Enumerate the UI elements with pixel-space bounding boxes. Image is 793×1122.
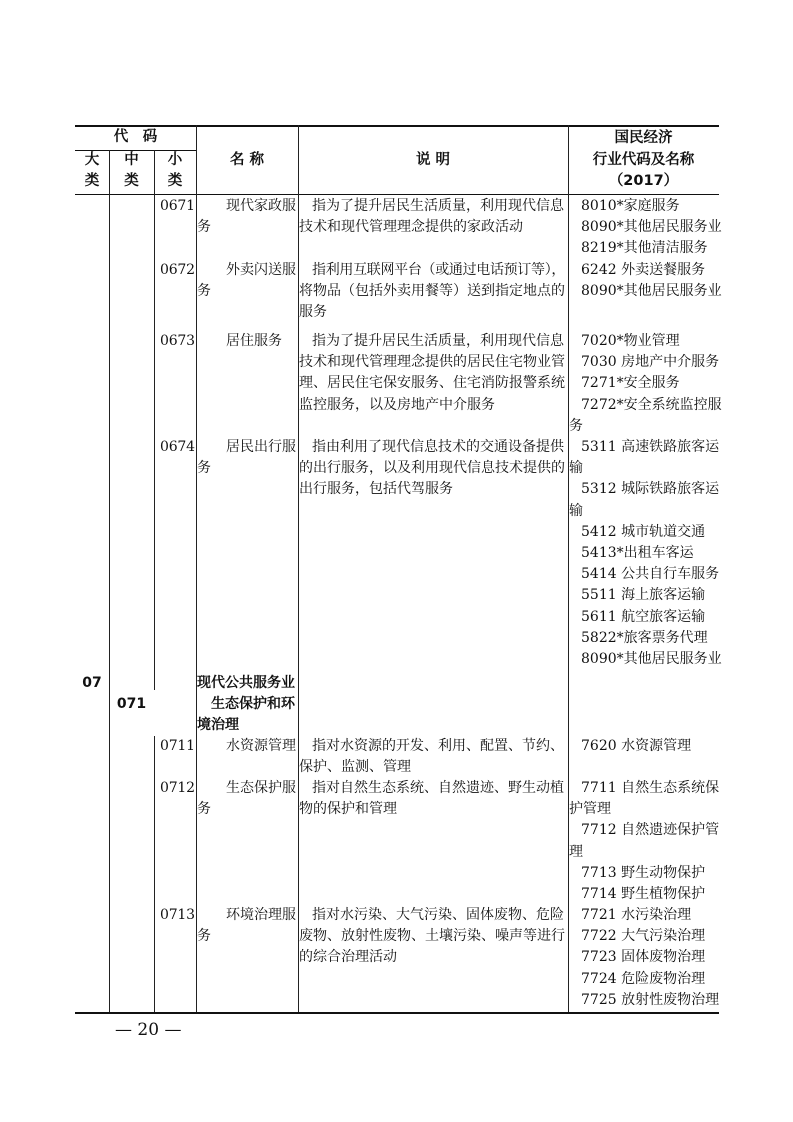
category-description: 技术和现代管理理念提供的居民住宅物业管 (299, 354, 565, 371)
category-description: 技术和现代管理理念提供的家政活动 (299, 219, 523, 236)
industry-code-reference: 理 (569, 843, 583, 860)
industry-code-reference: 7723 固体废物治理 (581, 949, 706, 966)
header-mid: 类 (124, 173, 139, 189)
category-description: 物的保护和管理 (299, 801, 397, 818)
page-number: — 20 — (115, 1020, 182, 1040)
column-divider (109, 150, 110, 1012)
industry-code-reference: 务 (569, 417, 583, 434)
mid-category-name: 境治理 (197, 717, 239, 733)
category-name: 现代家政服 (226, 198, 296, 214)
header-minor: 小 (167, 152, 183, 168)
industry-code-reference: 护管理 (569, 801, 611, 818)
category-name: 务 (197, 283, 211, 300)
industry-code-reference: 8090*其他居民服务业 (581, 283, 722, 300)
industry-code-reference: 7271*安全服务 (581, 375, 680, 392)
minor-category-code: 0712 (160, 780, 195, 796)
minor-category-code: 0671 (160, 198, 195, 214)
header-reference: 行业代码及名称 (592, 152, 695, 168)
industry-code-reference: 6242 外卖送餐服务 (581, 262, 706, 278)
category-description: 出行服务，包括代驾服务 (299, 481, 453, 498)
industry-code-reference: 5413*出租车客运 (581, 545, 694, 561)
category-description: 指对水污染、大气污染、固体废物、危险 (312, 907, 564, 923)
industry-code-reference: 8090*其他居民服务业 (581, 651, 722, 667)
header-major: 类 (84, 173, 100, 189)
category-description: 理、居民住宅保安服务、住宅消防报警系统 (299, 375, 565, 392)
column-divider (568, 125, 569, 1012)
industry-code-reference: 7272*安全系统监控服 (581, 396, 722, 413)
industry-code-reference: 7722 大气污染治理 (581, 928, 706, 945)
category-description: 指由利用了现代信息技术的交通设备提供 (312, 439, 564, 455)
minor-category-code: 0673 (160, 333, 195, 349)
industry-code-reference: 5822*旅客票务代理 (581, 629, 708, 646)
industry-code-reference: 输 (569, 460, 583, 477)
industry-code-reference: 5611 航空旅客运输 (581, 608, 706, 625)
category-name: 居民出行服 (226, 439, 296, 455)
industry-code-reference: 7725 放射性废物治理 (581, 991, 720, 1008)
industry-code-reference: 7711 自然生态系统保 (581, 780, 720, 796)
industry-code-reference: 5414 公共自行车服务 (581, 566, 720, 583)
minor-category-code: 0674 (160, 439, 195, 455)
category-description: 指为了提升居民生活质量，利用现代信息 (312, 333, 564, 349)
industry-code-reference: 7724 危险废物治理 (581, 970, 706, 987)
industry-code-reference: 7713 野生动物保护 (581, 864, 706, 881)
industry-code-reference: 8010*家庭服务 (581, 198, 680, 214)
minor-category-code: 0711 (160, 738, 195, 754)
category-description: 指对自然生态系统、自然遗迹、野生动植 (312, 780, 564, 796)
industry-code-reference: 5312 城际铁路旅客运 (581, 481, 720, 498)
category-description: 服务 (299, 304, 327, 321)
industry-code-reference: 5412 城市轨道交通 (581, 523, 706, 540)
category-description: 监控服务，以及房地产中介服务 (299, 396, 495, 413)
category-description: 指为了提升居民生活质量，利用现代信息 (312, 198, 564, 214)
header-reference: 国民经济 (614, 130, 673, 146)
industry-code-reference: 8090*其他居民服务业 (581, 219, 722, 236)
category-description: 指对水资源的开发、利用、配置、节约、 (312, 738, 564, 754)
industry-code-reference: 5511 海上旅客运输 (581, 587, 706, 604)
header-bottom-rule (75, 194, 719, 195)
major-category-name: 现代公共服务业 (197, 675, 295, 691)
category-name: 环境治理服 (226, 907, 296, 923)
category-description: 保护、监测、管理 (299, 759, 411, 776)
category-description: 废物、放射性废物、土壤污染、噪声等进行 (299, 928, 565, 945)
industry-code-reference: 7712 自然遗迹保护管 (581, 822, 720, 839)
minor-category-code: 0672 (160, 262, 195, 278)
category-description: 的综合治理活动 (299, 949, 397, 966)
industry-code-reference: 7721 水污染治理 (581, 907, 692, 923)
industry-code-reference: 5311 高速铁路旅客运 (581, 439, 720, 455)
header-reference: （2017） (608, 173, 679, 189)
category-name: 务 (197, 801, 211, 818)
category-description: 指利用互联网平台（或通过电话预订等）， (312, 262, 566, 278)
category-name: 务 (197, 219, 211, 236)
industry-code-reference: 7030 房地产中介服务 (581, 354, 720, 371)
industry-code-reference: 8219*其他清洁服务 (581, 240, 708, 257)
column-divider (298, 125, 299, 1012)
header-code-group: 代 码 (113, 129, 158, 145)
column-divider (196, 125, 197, 1012)
header-minor: 类 (167, 173, 183, 189)
header-major: 大 (84, 152, 100, 168)
header-description: 说 明 (415, 152, 451, 168)
category-name: 生态保护服 (226, 780, 296, 796)
category-name: 务 (197, 460, 211, 477)
mid-category-name: 生态保护和环 (211, 696, 295, 712)
header-mid: 中 (124, 152, 139, 168)
header-name: 名 称 (229, 152, 265, 168)
category-name: 居住服务 (226, 333, 282, 349)
industry-code-reference: 输 (569, 502, 583, 519)
major-category-code: 07 (82, 675, 102, 691)
category-name: 水资源管理 (226, 738, 296, 754)
industry-code-reference: 7020*物业管理 (581, 333, 680, 349)
industry-code-reference: 7620 水资源管理 (581, 738, 692, 754)
category-description: 的出行服务，以及利用现代信息技术提供的 (299, 460, 565, 477)
minor-category-code: 0713 (160, 907, 195, 923)
industry-code-reference: 7714 野生植物保护 (581, 886, 706, 902)
column-divider (154, 150, 155, 690)
category-name: 务 (197, 928, 211, 945)
table-bottom-rule (75, 1012, 719, 1014)
category-description: 将物品（包括外卖用餐等）送到指定地点的 (299, 283, 565, 300)
mid-category-code: 071 (116, 696, 147, 712)
category-name: 外卖闪送服 (226, 262, 296, 278)
column-divider (154, 736, 155, 1012)
